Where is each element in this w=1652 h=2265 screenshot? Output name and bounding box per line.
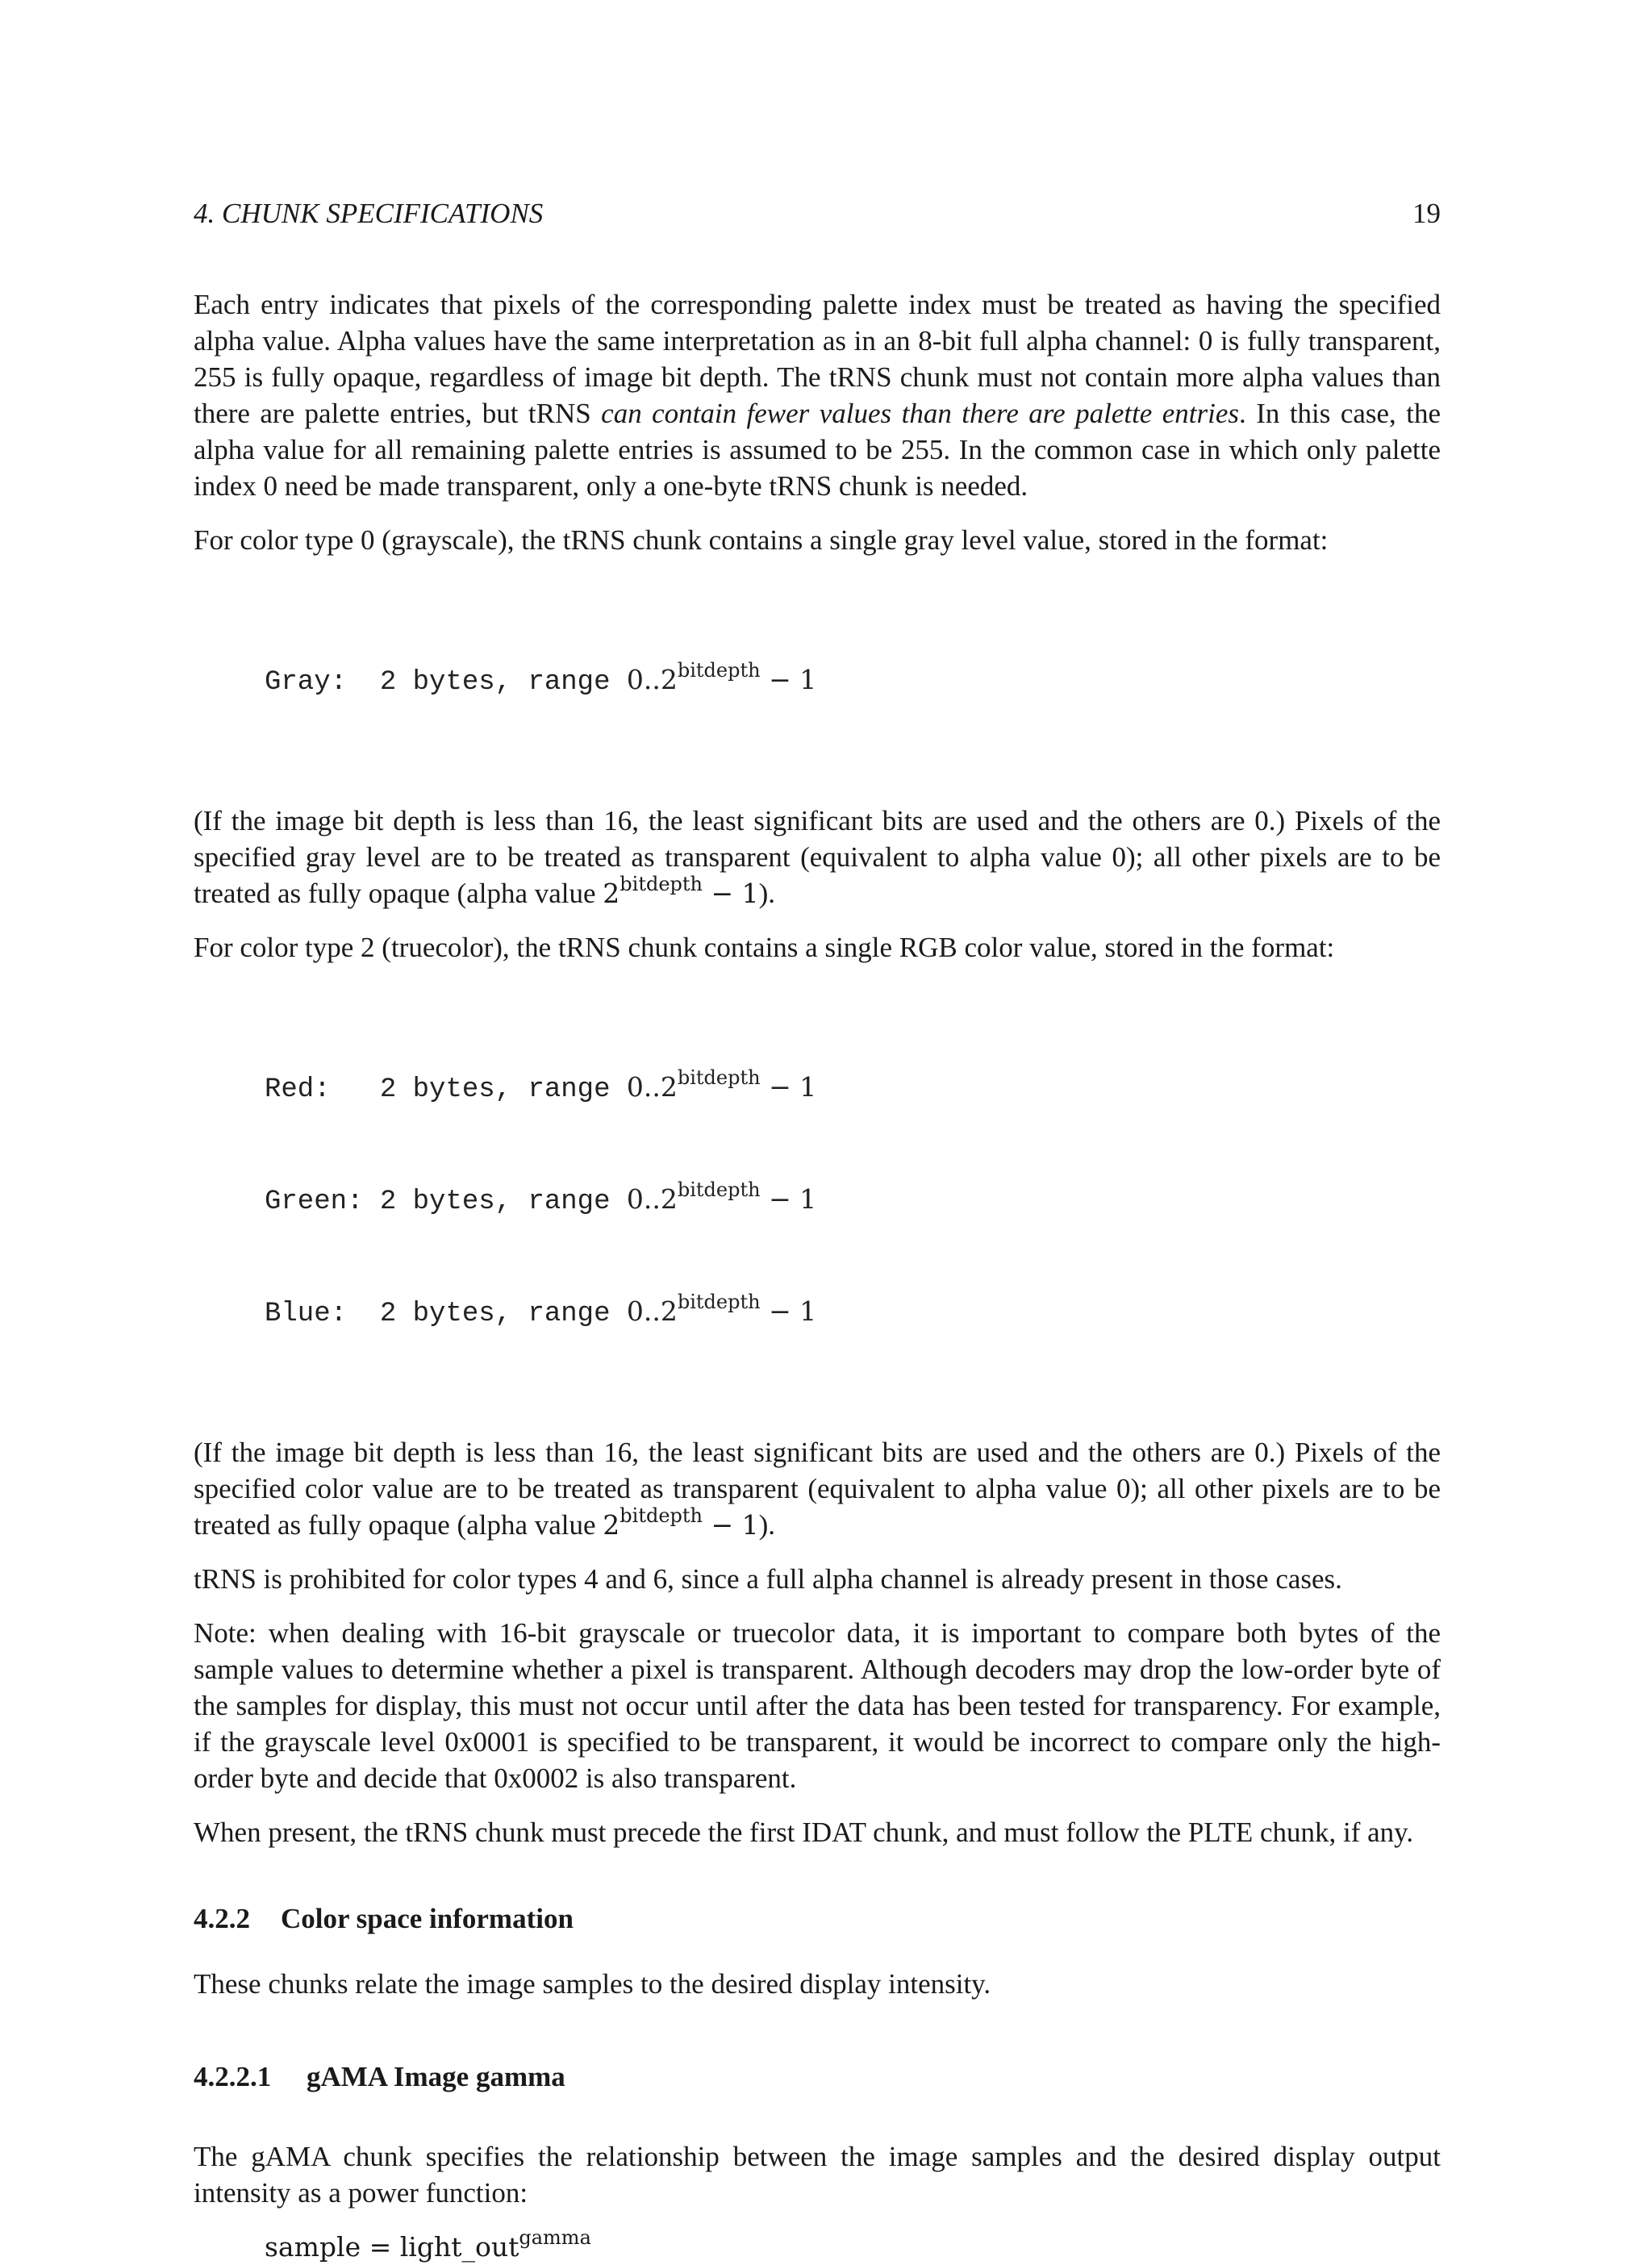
math-base: 0..2	[626, 1183, 678, 1215]
math-base: 0..2	[626, 1295, 678, 1327]
math-range	[626, 1178, 817, 1215]
code-text: 2 bytes, range	[379, 1299, 627, 1329]
math-exponent: bitdepth	[620, 873, 703, 895]
page-body	[194, 286, 1441, 2265]
math-alpha	[603, 1504, 759, 1541]
math-minus: − 1	[760, 1183, 817, 1215]
paragraph-grayscale-intro: For color type 0 (grayscale), the tRNS chunk contains a single gray level value, stored in the format:	[194, 524, 1329, 556]
code-text: 2 bytes, range	[379, 1187, 627, 1217]
code-line-blue	[265, 1293, 1441, 1333]
paragraph-gama-intro: The gAMA chunk specifies the relationship between the image samples and the desired display output intensity as a power function:	[194, 2141, 1441, 2209]
math-exponent: bitdepth	[677, 659, 761, 682]
page-header	[194, 196, 1441, 232]
code-label: Red:	[265, 1074, 380, 1105]
math-minus: − 1	[760, 1071, 817, 1103]
section-title: gAMA Image gamma	[307, 2061, 565, 2092]
code-label: Green:	[265, 1187, 380, 1217]
section-heading-422	[194, 1900, 1441, 1937]
paragraph-truecolor-intro: For color type 2 (truecolor), the tRNS chunk contains a single RGB color value, stored in the format:	[194, 932, 1335, 963]
math-minus: − 1	[703, 878, 759, 909]
formula-exponent: gamma	[519, 2226, 591, 2249]
paragraph-color-space-intro: These chunks relate the image samples to the desired display intensity.	[194, 1968, 991, 2000]
code-line-gray	[265, 661, 1441, 701]
math-exponent: bitdepth	[677, 1291, 761, 1313]
paragraph-color-transparent	[194, 1434, 1441, 1543]
text-span: (If the image bit depth is less than 16, the least significant bits are used and the others are 0.) Pixels of the specified color value are to be treated as transparent (equivalent to alpha value 0); all other pixels are to be treated as fully opaque (alpha value	[194, 1437, 1441, 1541]
code-text: 2 bytes, range	[379, 667, 627, 698]
paragraph-note: Note: when dealing with 16-bit grayscale or truecolor data, it is important to compare both bytes of the sample values to determine whether a pixel is transparent. Although decoders may drop the low-order byte of the samples for display, this must not occur until after the data has been tested for transparency. For example, if the grayscale level 0x0001 is specified to be transparent, it would be incorrect to compare only the high-order byte and decide that 0x0002 is also transparent.	[194, 1617, 1441, 1794]
chapter-title: 4. CHUNK SPECIFICATIONS	[194, 198, 544, 229]
math-range	[626, 1291, 817, 1327]
paragraph-gray-transparent	[194, 803, 1441, 911]
text-span: Each entry indicates that pixels of the corresponding palette index must be treated as having the specified alpha value. Alpha values have the same interpretation as in an 8-bit full alpha channel: 0 is fully transparent, 255 is fully opaque, regardless of image bit depth. The tRNS chunk must not contain more alpha values than there are palette entries, but tRNS	[194, 289, 1441, 429]
page-number: 19	[1412, 198, 1441, 229]
section-number: 4.2.2.1	[194, 2061, 272, 2092]
emphasis-text: can contain fewer values than there are palette entries	[601, 398, 1240, 429]
text-span: ).	[758, 1509, 776, 1541]
math-base: 2	[603, 1509, 620, 1541]
section-title: Color space information	[281, 1903, 574, 1934]
section-heading-4221	[194, 2059, 1441, 2095]
math-range	[626, 1066, 817, 1103]
formula-lhs: sample = light_out	[265, 2231, 519, 2263]
math-minus: − 1	[703, 1509, 759, 1541]
text-span: ).	[758, 878, 776, 909]
code-block-gray	[265, 589, 1441, 774]
code-label: Gray:	[265, 667, 380, 698]
code-block-rgb	[265, 996, 1441, 1405]
code-label: Blue:	[265, 1299, 380, 1329]
text-span: . In this case, the alpha value for all remaining palette entries is assumed to be 255. In the common case in which only palette index 0 need be made transparent, only a one-byte tRNS chunk is needed.	[194, 398, 1441, 502]
math-base: 0..2	[626, 1071, 678, 1103]
math-base: 0..2	[626, 664, 678, 695]
code-line-green	[265, 1178, 1441, 1220]
math-exponent: bitdepth	[620, 1504, 703, 1527]
math-base: 2	[603, 878, 620, 909]
code-line-red	[265, 1066, 1441, 1108]
paragraph-palette-alpha	[194, 286, 1441, 504]
math-exponent: bitdepth	[677, 1066, 761, 1089]
section-number: 4.2.2	[194, 1903, 250, 1934]
paragraph-prohibited: tRNS is prohibited for color types 4 and 6, since a full alpha channel is already present in those cases.	[194, 1563, 1342, 1595]
text-span: (If the image bit depth is less than 16, the least significant bits are used and the others are 0.) Pixels of the specified gray level are to be treated as transparent (equivalent to alpha value 0); all other pixels are to be treated as fully opaque (alpha value	[194, 805, 1441, 909]
math-minus: − 1	[760, 664, 817, 695]
paragraph-ordering: When present, the tRNS chunk must precede the first IDAT chunk, and must follow the PLTE chunk, if any.	[194, 1817, 1414, 1848]
math-minus: − 1	[760, 1295, 817, 1327]
math-alpha	[603, 873, 759, 909]
math-exponent: bitdepth	[677, 1178, 761, 1201]
code-text: 2 bytes, range	[379, 1074, 627, 1105]
formula-gamma	[265, 2226, 1441, 2265]
math-range	[626, 659, 817, 695]
